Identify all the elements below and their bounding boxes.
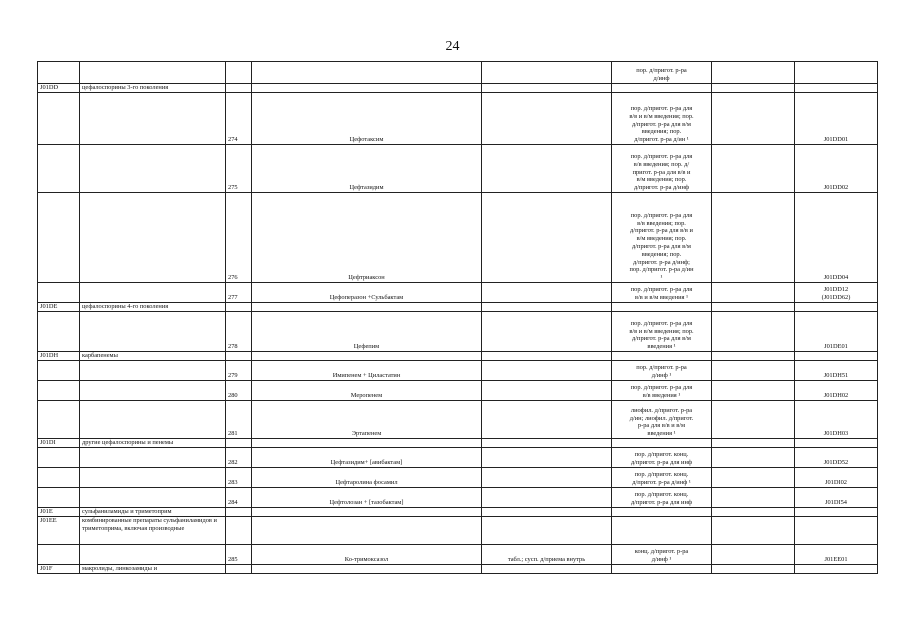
empty-cell	[482, 84, 612, 93]
drug-name	[252, 62, 482, 84]
empty-cell	[795, 84, 878, 93]
atc-code-line: J01DI54	[824, 499, 847, 507]
atc-group-code	[38, 193, 80, 283]
dosage-form	[612, 401, 712, 439]
empty-cell	[712, 193, 795, 283]
empty-cell	[252, 84, 482, 93]
empty-cell	[612, 439, 712, 448]
atc-code	[795, 361, 878, 381]
dosage-form	[612, 312, 712, 352]
dosage-form-line: пор. д/пригот. конц.	[634, 451, 689, 459]
dosage-form	[612, 448, 712, 468]
drug-name: Ко-тримоксазол	[252, 545, 482, 565]
atc-group-code: J01EE	[38, 517, 80, 545]
empty-cell	[252, 508, 482, 517]
dosage-form-line: в/в и в/м введения; пор.	[629, 112, 694, 120]
dosage-form-line: введения ¹	[647, 430, 676, 438]
empty-cell	[252, 439, 482, 448]
atc-group-name	[80, 93, 226, 145]
row-number: 285	[226, 545, 252, 565]
atc-group-code: J01DD	[38, 84, 80, 93]
dosage-form	[612, 93, 712, 145]
extra-dosage-form: табл.; сусп. д/приема внутрь	[482, 545, 612, 565]
empty-cell	[226, 565, 252, 574]
atc-group-code	[38, 145, 80, 193]
dosage-form-line: р-ра для в/в и в/м	[637, 422, 686, 430]
extra-dosage-form	[482, 62, 612, 84]
empty-cell	[795, 517, 878, 545]
atc-group-code	[38, 488, 80, 508]
dosage-form-line: д/ин; лиофил. д/пригот.	[629, 414, 694, 422]
row-number: 277	[226, 283, 252, 303]
empty-cell	[612, 508, 712, 517]
empty-cell	[482, 439, 612, 448]
empty-cell	[612, 303, 712, 312]
dosage-form-line: д/пригот. р-ра для в/в и	[630, 227, 693, 235]
empty-cell	[712, 488, 795, 508]
empty-cell	[482, 303, 612, 312]
row-number: 275	[226, 145, 252, 193]
empty-cell	[712, 448, 795, 468]
dosage-form	[612, 545, 712, 565]
drug-name: Цефтазидим	[252, 145, 482, 193]
empty-cell	[712, 508, 795, 517]
dosage-form	[612, 488, 712, 508]
empty-cell	[712, 517, 795, 545]
empty-cell	[482, 508, 612, 517]
dosage-form-line: д/пригот. р-ра для в/м	[632, 120, 691, 128]
group-row	[38, 352, 878, 361]
group-row	[38, 303, 878, 312]
atc-group-name	[80, 488, 226, 508]
atc-code	[795, 448, 878, 468]
atc-code	[795, 283, 878, 303]
dosage-form-line: пор. д/пригот. р-ра для	[630, 211, 693, 219]
drug-row	[38, 448, 878, 468]
atc-code	[795, 312, 878, 352]
dosage-form-line: введения; пор.	[641, 250, 682, 258]
dosage-form-line: введения ¹	[647, 343, 676, 351]
empty-cell	[612, 352, 712, 361]
row-number: 274	[226, 93, 252, 145]
atc-group-name: другие цефалоспорины и пенемы	[80, 439, 226, 448]
atc-group-code	[38, 545, 80, 565]
dosage-form-line: д/пригот. р-ра для инф	[630, 459, 693, 467]
atc-group-name	[80, 145, 226, 193]
dosage-form-line: пор. д/пригот. р-ра для	[630, 384, 693, 392]
atc-group-name	[80, 381, 226, 401]
atc-group-name: цефалоспорины 4-го поколения	[80, 303, 226, 312]
drug-row	[38, 468, 878, 488]
empty-cell	[712, 401, 795, 439]
row-number: 279	[226, 361, 252, 381]
extra-dosage-form	[482, 283, 612, 303]
atc-group-code: J01F	[38, 565, 80, 574]
group-row	[38, 565, 878, 574]
empty-cell	[612, 84, 712, 93]
dosage-form-line: в/м введения; пор.	[636, 235, 687, 243]
empty-cell	[712, 283, 795, 303]
extra-dosage-form	[482, 361, 612, 381]
atc-code	[795, 193, 878, 283]
dosage-form	[612, 62, 712, 84]
dosage-form-line: пор. д/пригот. р-ра для	[630, 286, 693, 294]
empty-cell	[612, 517, 712, 545]
dosage-form-line: в/в введения ¹	[642, 392, 681, 400]
empty-cell	[795, 352, 878, 361]
atc-code-line: J01DD52	[823, 459, 849, 467]
dosage-form-line: в/м введения; пор.	[636, 176, 687, 184]
extra-dosage-form	[482, 381, 612, 401]
drug-name: Цефотаксим	[252, 93, 482, 145]
row-number: 281	[226, 401, 252, 439]
dosage-form-line: пор. д/пригот. конц.	[634, 471, 689, 479]
empty-cell	[712, 303, 795, 312]
drug-name: Меропенем	[252, 381, 482, 401]
drug-row	[38, 545, 878, 565]
extra-dosage-form	[482, 93, 612, 145]
row-number: 276	[226, 193, 252, 283]
drug-name: Цефтаролина фосамил	[252, 468, 482, 488]
dosage-form	[612, 145, 712, 193]
drug-row	[38, 361, 878, 381]
empty-cell	[226, 84, 252, 93]
extra-dosage-form	[482, 448, 612, 468]
atc-group-name: цефалоспорины 3-го поколения	[80, 84, 226, 93]
empty-cell	[712, 439, 795, 448]
atc-group-code	[38, 361, 80, 381]
row-number: 283	[226, 468, 252, 488]
drug-row	[38, 401, 878, 439]
empty-cell	[226, 517, 252, 545]
dosage-form-line: ¹	[660, 274, 663, 282]
empty-cell	[712, 145, 795, 193]
group-row	[38, 439, 878, 448]
row-number: 280	[226, 381, 252, 401]
atc-code-line: J01DI02	[824, 479, 847, 487]
group-row	[38, 508, 878, 517]
dosage-form-line: лиофил. д/пригот. р-ра	[630, 406, 693, 414]
dosage-form-line: д/пригот. р-ра для инф	[630, 499, 693, 507]
empty-cell	[252, 565, 482, 574]
atc-code-line: J01DE01	[824, 343, 848, 351]
atc-code-line: J01DH51	[823, 372, 849, 380]
atc-code-line: (J01DD62)	[821, 294, 851, 302]
group-row	[38, 517, 878, 545]
atc-group-code	[38, 283, 80, 303]
atc-code	[795, 145, 878, 193]
drug-name: Эртапенем	[252, 401, 482, 439]
atc-group-code	[38, 401, 80, 439]
atc-code	[795, 468, 878, 488]
extra-dosage-form	[482, 145, 612, 193]
dosage-form-line: д/инф ¹	[651, 556, 672, 564]
dosage-form	[612, 361, 712, 381]
dosage-form-line: пор. д/пригот. р-ра д/ин	[629, 266, 694, 274]
dosage-form-line: в/в введения; пор.	[637, 219, 686, 227]
atc-group-name	[80, 283, 226, 303]
dosage-form-line: д/пригот. р-ра д/инф	[633, 184, 690, 192]
drug-row	[38, 62, 878, 84]
atc-group-code	[38, 93, 80, 145]
empty-cell	[712, 84, 795, 93]
atc-code-line: J01DD02	[823, 184, 849, 192]
dosage-form-line: д/пригот. р-ра д/инф;	[633, 258, 690, 266]
extra-dosage-form	[482, 468, 612, 488]
drug-name: Цефтазидим+ [авибактам]	[252, 448, 482, 468]
drug-row	[38, 488, 878, 508]
atc-group-name	[80, 545, 226, 565]
empty-cell	[226, 303, 252, 312]
dosage-form-line: д/пригот. р-ра д/инф ¹	[632, 479, 691, 487]
drug-row	[38, 193, 878, 283]
dosage-form	[612, 468, 712, 488]
extra-dosage-form	[482, 401, 612, 439]
dosage-form-line: д/инф	[653, 75, 670, 83]
extra-dosage-form	[482, 312, 612, 352]
atc-group-name	[80, 193, 226, 283]
row-number: 282	[226, 448, 252, 468]
empty-cell	[712, 381, 795, 401]
drug-row	[38, 381, 878, 401]
row-number: 284	[226, 488, 252, 508]
empty-cell	[795, 439, 878, 448]
extra-dosage-form	[482, 193, 612, 283]
drug-name: Имипенем + Циластатин	[252, 361, 482, 381]
dosage-form-line: пригот. р-ра для в/в и	[632, 168, 691, 176]
empty-cell	[712, 62, 795, 84]
drug-row	[38, 312, 878, 352]
empty-cell	[712, 468, 795, 488]
dosage-form	[612, 283, 712, 303]
dosage-form-line: д/инф ¹	[651, 372, 672, 380]
atc-code-line: J01DD01	[823, 136, 849, 144]
empty-cell	[795, 565, 878, 574]
atc-group-name: сульфаниламиды и триметоприм	[80, 508, 226, 517]
dosage-form-line: пор. д/пригот. конц.	[634, 491, 689, 499]
drug-name: Цефепим	[252, 312, 482, 352]
dosage-form-line: введения; пор.	[641, 128, 682, 136]
atc-code-line: J01DD04	[823, 274, 849, 282]
dosage-form-line: д/пригот. р-ра для в/м	[632, 242, 691, 250]
atc-code	[795, 401, 878, 439]
empty-cell	[712, 352, 795, 361]
atc-group-code	[38, 312, 80, 352]
drug-name: Цефтриаксон	[252, 193, 482, 283]
atc-code	[795, 381, 878, 401]
atc-group-name	[80, 361, 226, 381]
dosage-form-line: пор. д/пригот. р-ра для	[630, 152, 693, 160]
dosage-form	[612, 381, 712, 401]
dosage-form-line: в/в и в/м введения ¹	[635, 294, 688, 302]
atc-group-code	[38, 448, 80, 468]
dosage-form-line: пор. д/пригот. р-ра для	[630, 104, 693, 112]
atc-group-code: J01DH	[38, 352, 80, 361]
empty-cell	[226, 352, 252, 361]
empty-cell	[482, 517, 612, 545]
drug-row	[38, 145, 878, 193]
empty-cell	[712, 312, 795, 352]
atc-group-name: комбинированные препараты сульфаниламидов и триметоприма, включая производные	[80, 517, 226, 545]
atc-code-line: J01EE01	[824, 556, 848, 564]
atc-group-name: макролиды, линкозамиды и	[80, 565, 226, 574]
dosage-form	[612, 193, 712, 283]
empty-cell	[482, 352, 612, 361]
empty-cell	[252, 517, 482, 545]
atc-code-line: J01DD12	[823, 286, 849, 294]
atc-code	[795, 545, 878, 565]
page-number: 24	[445, 39, 460, 54]
empty-cell	[712, 545, 795, 565]
drug-table	[37, 61, 878, 574]
empty-cell	[252, 303, 482, 312]
atc-group-name	[80, 401, 226, 439]
group-row	[38, 84, 878, 93]
dosage-form-line: пор. д/пригот. р-ра для	[630, 319, 693, 327]
empty-cell	[226, 439, 252, 448]
drug-row	[38, 283, 878, 303]
empty-cell	[252, 352, 482, 361]
table-body	[38, 62, 878, 574]
dosage-form-line: пор. д/пригот. р-ра	[636, 364, 687, 372]
atc-code-line: J01DH02	[823, 392, 849, 400]
atc-group-code: J01DI	[38, 439, 80, 448]
drug-name: Цефтолозан + [тазобактам]	[252, 488, 482, 508]
empty-cell	[226, 508, 252, 517]
atc-group-code: J01DE	[38, 303, 80, 312]
empty-cell	[712, 565, 795, 574]
empty-cell	[712, 361, 795, 381]
atc-group-name: карбапенемы	[80, 352, 226, 361]
extra-dosage-form	[482, 488, 612, 508]
atc-group-code	[38, 381, 80, 401]
atc-group-code	[38, 62, 80, 84]
atc-group-name	[80, 448, 226, 468]
dosage-form-line: в/в и в/м введения; пор.	[629, 327, 694, 335]
row-number	[226, 62, 252, 84]
row-number: 278	[226, 312, 252, 352]
atc-code	[795, 62, 878, 84]
dosage-form-line: пор. д/пригот. р-ра	[636, 67, 687, 75]
empty-cell	[612, 565, 712, 574]
dosage-form-line: д/пригот. р-ра д/ин ¹	[634, 136, 689, 144]
drug-name: Цефоперазон +Сульбактам	[252, 283, 482, 303]
atc-group-name	[80, 62, 226, 84]
atc-group-code	[38, 468, 80, 488]
drug-row	[38, 93, 878, 145]
atc-code	[795, 93, 878, 145]
atc-group-name	[80, 468, 226, 488]
empty-cell	[795, 303, 878, 312]
dosage-form-line: в/в введения; пор. д/	[633, 160, 690, 168]
empty-cell	[795, 508, 878, 517]
atc-code	[795, 488, 878, 508]
atc-group-name	[80, 312, 226, 352]
atc-group-code: J01E	[38, 508, 80, 517]
atc-code-line: J01DH03	[823, 430, 849, 438]
empty-cell	[482, 565, 612, 574]
empty-cell	[712, 93, 795, 145]
dosage-form-line: д/пригот. р-ра для в/м	[632, 335, 691, 343]
dosage-form-line: конц. д/пригот. р-ра	[634, 548, 689, 556]
